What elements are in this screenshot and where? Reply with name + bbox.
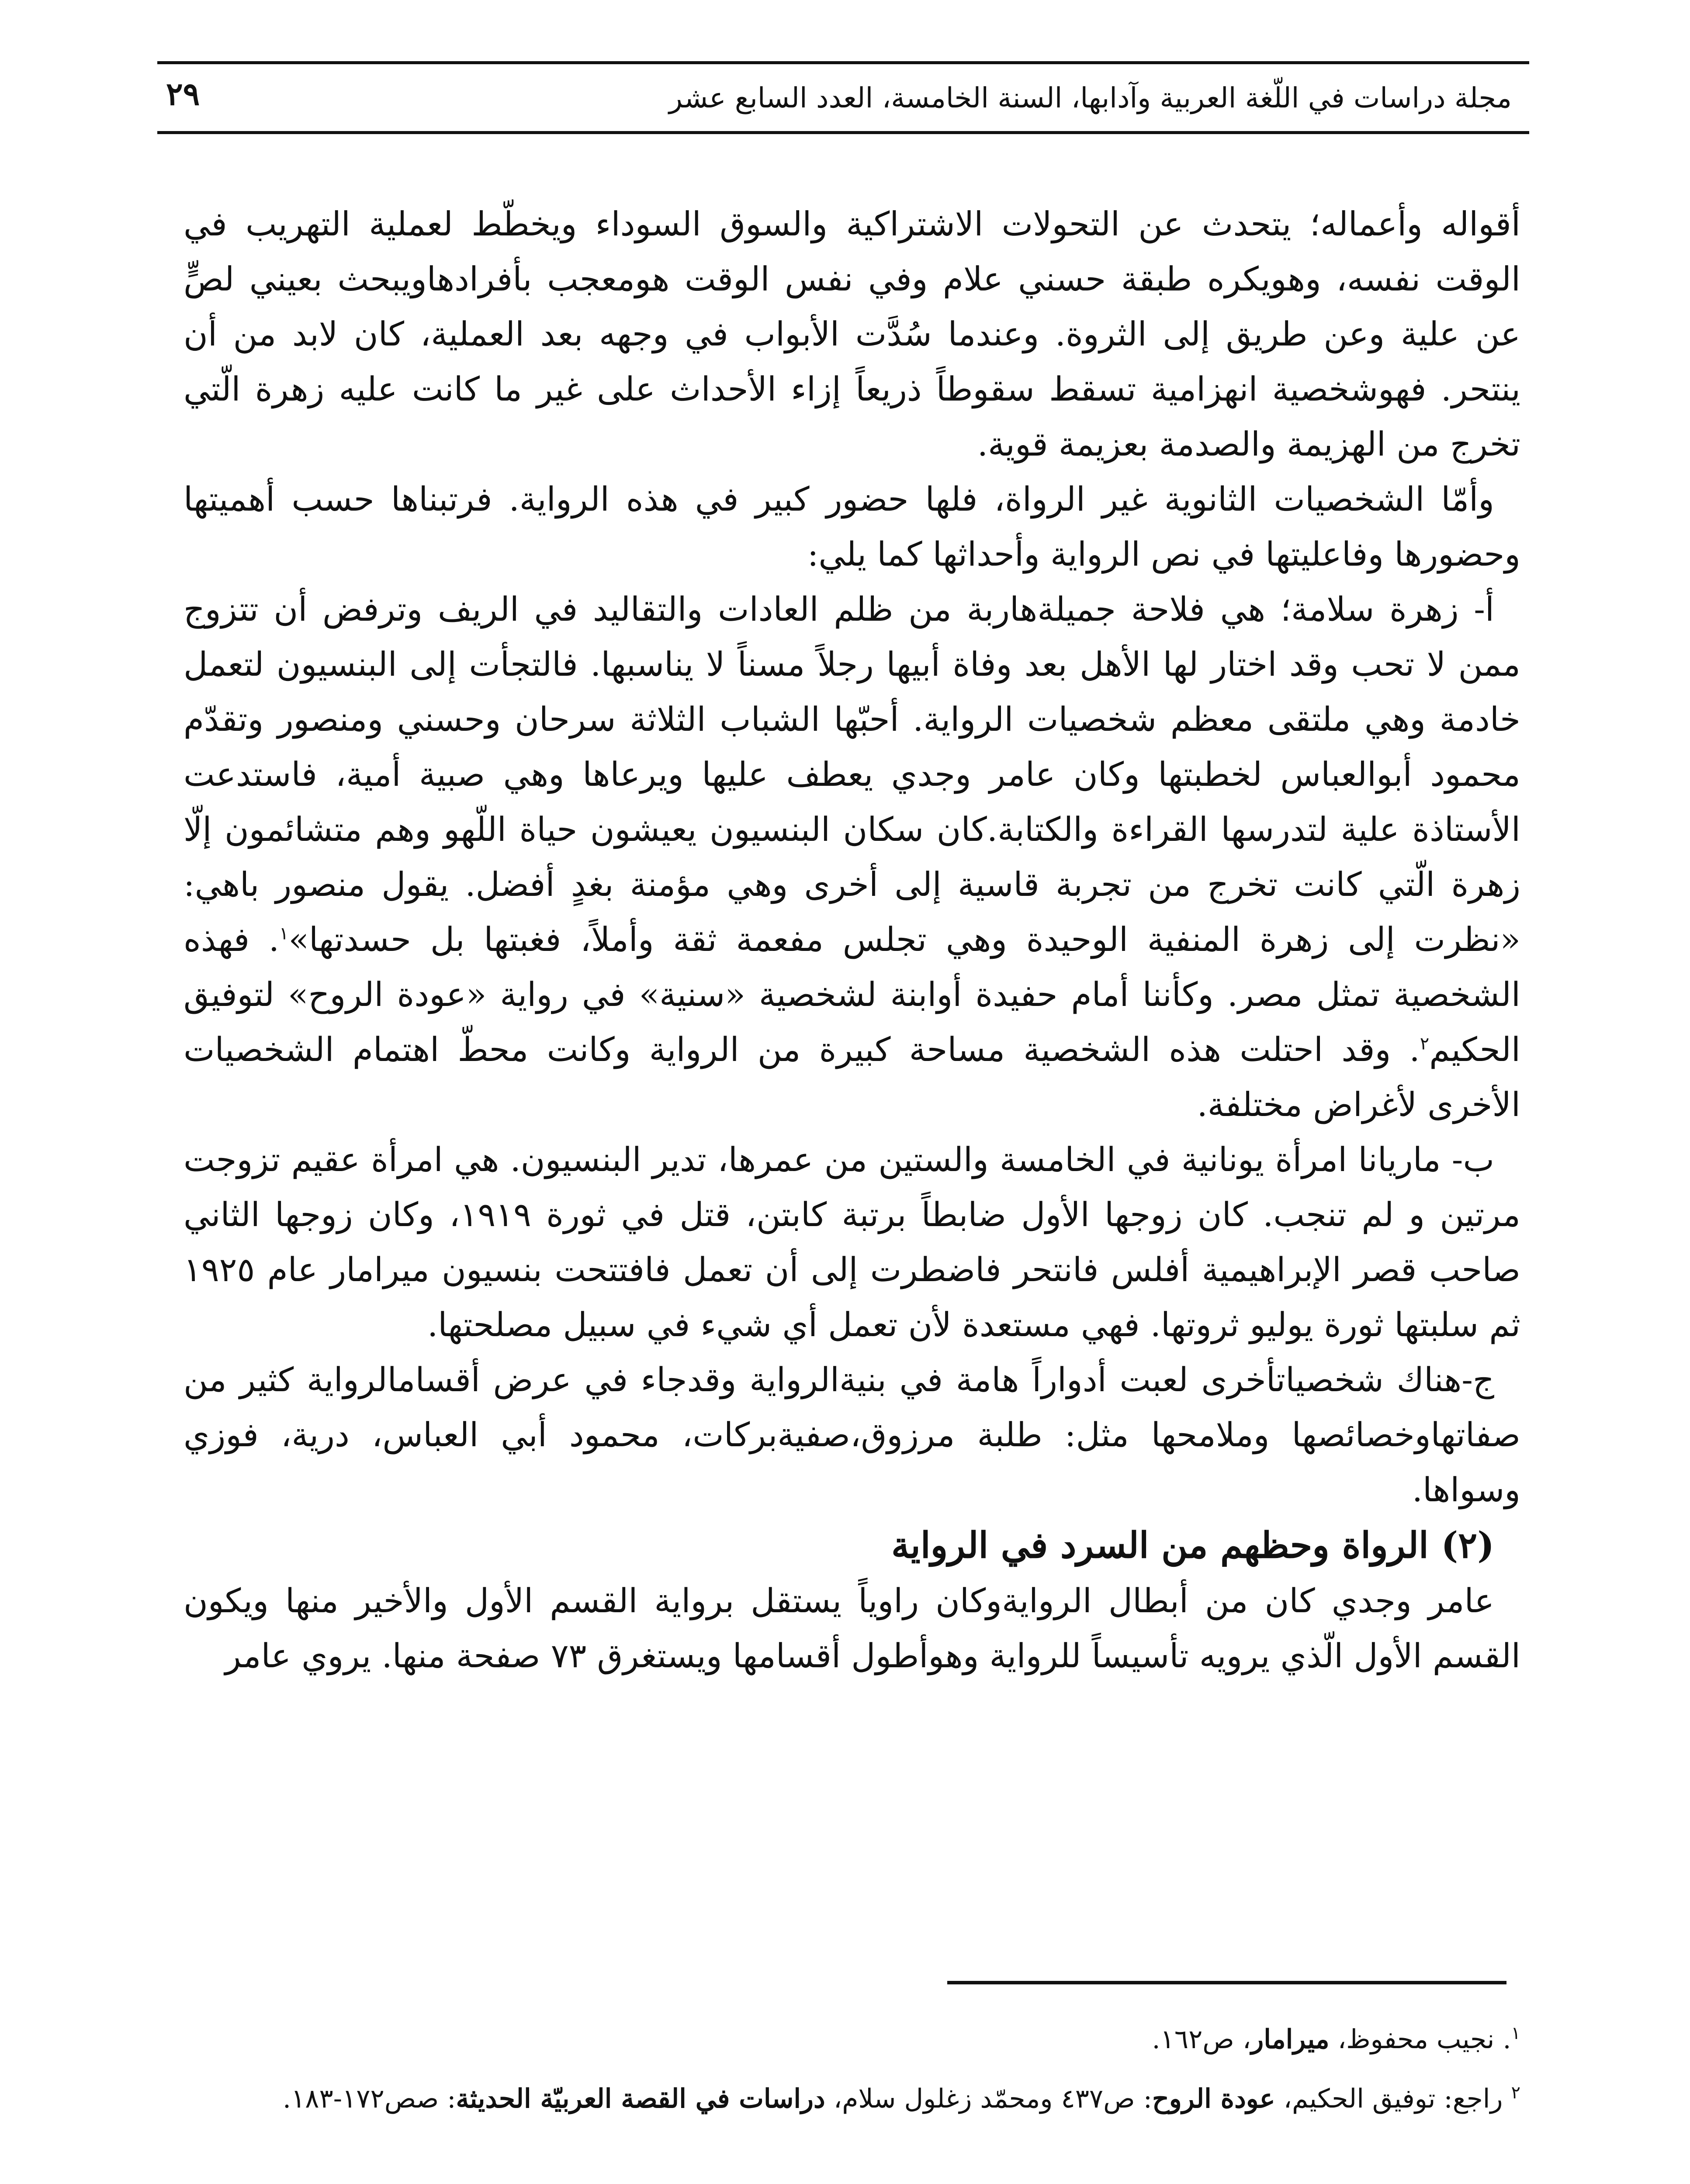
section-heading: (٢) الرواة وحظهم من السرد في الرواية (891, 1524, 1494, 1566)
body-text (184, 197, 1520, 1683)
footnote-book-title: ميرامار (1251, 2024, 1330, 2055)
header-top-rule (157, 61, 1529, 64)
running-title: مجلة دراسات في اللّغة العربية وآدابها، السنة الخامسة، العدد السابع عشر (668, 82, 1512, 114)
footnotes (184, 2014, 1520, 2132)
footnote-marker: ١ (1511, 2023, 1520, 2043)
footnote-ref-2: ٢ (1420, 1033, 1430, 1054)
footnote-2 (184, 2073, 1520, 2125)
zohra-text-1: أ- زهرة سلامة؛ هي فلاحة جميلةهاربة من ظلم العادات والتقاليد في الريف وترفض أن تتزوج ممن لا تحب وقد اختار لها الأهل بعد وفاة أبيها رجلاً مسناً لا يناسبها. فالتجأت إلى البنسيون لتعمل خادمة وهي ملتقى معظم شخصيات الرواية. أحبّها الشباب الثلاثة سرحان وحسني ومنصور وتقدّم محمود أبوالعباس لخطبتها وكان عامر وجدي يعطف عليها ويرعاها وهي صبية أمية، فاستدعت الأستاذة علية لتدرسها القراءة والكتابة.كان سكان البنسيون يعيشون حياة اللّهو وهم متشائمون إلّا زهرة الّتي كانت تخرج من تجربة قاسية إلى أخرى وهي مؤمنة بغدٍ أفضل. يقول منصور باهي: «نظرت إلى زهرة المنفية الوحيدة وهي تجلس مفعمة ثقة وأملاً، فغبتها بل حسدتها» (184, 590, 1520, 959)
paragraph-zohra (184, 582, 1520, 1132)
footnote-book-title: عودة الروح (1152, 2084, 1275, 2114)
page-header (157, 48, 1529, 135)
footnote-text: راجع: توفيق الحكيم، (1275, 2084, 1511, 2114)
page-number: ٢٩ (166, 75, 200, 112)
footnote-ref-1: ١ (279, 923, 289, 944)
zohra-text-2: . فهذه الشخصية تمثل مصر. وكأننا أمام حفيدة أوابنة لشخصية «سنية» في رواية «عودة الروح» لتوفيق الحكيم (184, 920, 1520, 1069)
footnote-text: : صص١٧٢-١٨٣. (282, 2084, 456, 2114)
paragraph: أقواله وأعماله؛ يتحدث عن التحولات الاشتراكية والسوق السوداء ويخطّط لعملية التهريب في الوقت نفسه، وهويكره طبقة حسني علام وفي نفس الوقت هومعجب بأفرادهاويبحث بعيني لصٍّ عن علية وعن طريق إلى الثروة. وعندما سُدَّت الأبواب في وجهه بعد العملية، كان لابد من أن ينتحر. فهوشخصية انهزامية تسقط سقوطاً ذريعاً إزاء الأحداث على غير ما كانت عليه زهرة الّتي تخرج من الهزيمة والصدمة بعزيمة قوية. (184, 204, 1520, 463)
header-bottom-rule (157, 131, 1529, 134)
footnote-separator (947, 1981, 1506, 1984)
footnote-text: : ص٤٣٧ ومحمّد زغلول سلام، (825, 2084, 1152, 2114)
paragraph: وأمّا الشخصيات الثانوية غير الرواة، فلها حضور كبير في هذه الرواية. فرتبناها حسب أهميتها وحضورها وفاعليتها في نص الرواية وأحداثها كما يلي: (184, 480, 1520, 574)
footnote-text: . نجيب محفوظ، (1329, 2024, 1511, 2055)
footnote-text: ، ص١٦٢. (1152, 2024, 1251, 2055)
footnote-marker: ٢ (1511, 2083, 1520, 2103)
footnote-1 (184, 2014, 1520, 2065)
paragraph: عامر وجدي كان من أبطال الروايةوكان راوياً يستقل برواية القسم الأول والأخير منها ويكون القسم الأول الّذي يرويه تأسيساً للرواية وهوأطول أقسامها ويستغرق ٧٣ صفحة منها. يروي عامر (184, 1581, 1520, 1675)
zohra-text-3: . وقد احتلت هذه الشخصية مساحة كبيرة من الرواية وكانت محطّ اهتمام الشخصيات الأخرى لأغراض مختلفة. (184, 1030, 1520, 1124)
footnote-book-title: دراسات في القصة العربيّة الحديثة (456, 2084, 825, 2114)
paragraph: ب- ماريانا امرأة يونانية في الخامسة والستين من عمرها، تدير البنسيون. هي امرأة عقيم تزوجت مرتين و لم تنجب. كان زوجها الأول ضابطاً برتبة كابتن، قتل في ثورة ١٩١٩، وكان زوجها الثاني صاحب قصر الإبراهيمية أفلس فانتحر فاضطرت إلى أن تعمل فافتتحت بنسيون ميرامار عام ١٩٢٥ ثم سلبتها ثورة يوليو ثروتها. فهي مستعدة لأن تعمل أي شيء في سبيل مصلحتها. (184, 1140, 1520, 1344)
paragraph: ج-هناك شخصياتأخرى لعبت أدواراً هامة في بنيةالرواية وقدجاء في عرض أقسامالرواية كثير من صفاتهاوخصائصها وملامحها مثل: طلبة مرزوق،صفيةبركات، محمود أبي العباس، درية، فوزي وسواها. (184, 1360, 1520, 1509)
